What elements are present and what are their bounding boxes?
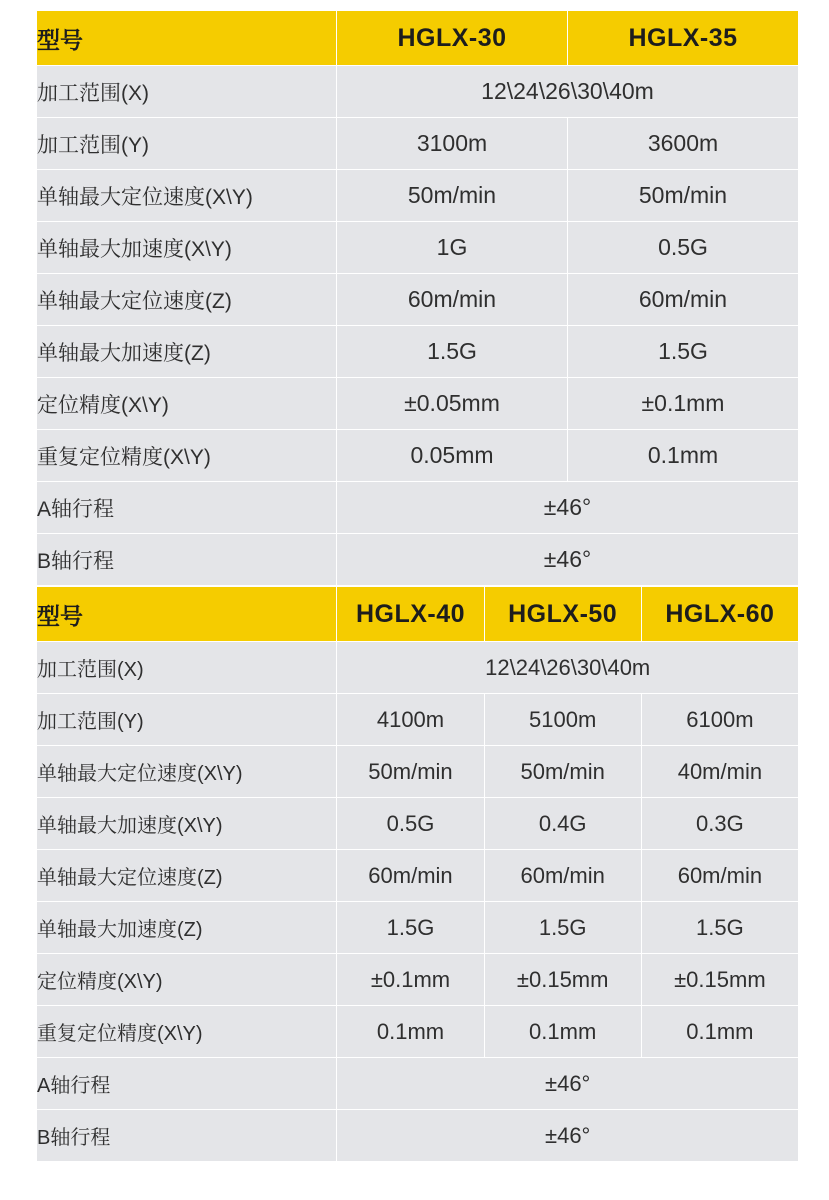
spec-row-value: 0.05mm (337, 430, 568, 482)
spec-row-label: 单轴最大定位速度(X\Y) (37, 170, 337, 222)
spec-row-value: ±46° (337, 1058, 799, 1110)
spec-table-1-body (37, 11, 799, 586)
spec-row-value: ±46° (337, 534, 799, 586)
spec-row-value: ±0.1mm (568, 378, 799, 430)
spec-row-label: 加工范围(Y) (37, 694, 337, 746)
spec-row-value: 60m/min (337, 850, 484, 902)
spec-header-model: HGLX-60 (641, 587, 798, 642)
spec-row-label: 定位精度(X\Y) (37, 378, 337, 430)
spec-row-label: A轴行程 (37, 1058, 337, 1110)
spec-row-value: 1G (337, 222, 568, 274)
spec-row-label: 单轴最大定位速度(Z) (37, 850, 337, 902)
spec-header-model: HGLX-35 (568, 11, 799, 66)
spec-row-value: 40m/min (641, 746, 798, 798)
spec-row-value: 50m/min (337, 170, 568, 222)
table-row (37, 118, 799, 170)
spec-row-value: 60m/min (484, 850, 641, 902)
spec-row-value: 1.5G (484, 902, 641, 954)
spec-row-label: 加工范围(X) (37, 642, 337, 694)
spec-row-value: ±46° (337, 482, 799, 534)
spec-row-label: B轴行程 (37, 534, 337, 586)
spec-row-value: 60m/min (337, 274, 568, 326)
spec-header-model: HGLX-30 (337, 11, 568, 66)
spec-row-value: ±0.15mm (484, 954, 641, 1006)
spec-row-label: 单轴最大定位速度(X\Y) (37, 746, 337, 798)
spec-row-value: 0.5G (568, 222, 799, 274)
spec-header-label: 型号 (37, 11, 337, 66)
spec-row-label: 单轴最大加速度(X\Y) (37, 798, 337, 850)
table-row (37, 66, 799, 118)
spec-row-value: 0.5G (337, 798, 484, 850)
table-row (37, 326, 799, 378)
spec-row-label: 单轴最大定位速度(Z) (37, 274, 337, 326)
spec-row-label: 单轴最大加速度(Z) (37, 902, 337, 954)
spec-row-value: 1.5G (337, 902, 484, 954)
table-row (37, 902, 799, 954)
spec-row-value: 12\24\26\30\40m (337, 66, 799, 118)
spec-table-header-row (37, 587, 799, 642)
table-row (37, 170, 799, 222)
spec-row-label: 单轴最大加速度(X\Y) (37, 222, 337, 274)
spec-row-value: ±46° (337, 1110, 799, 1162)
spec-row-value: 1.5G (641, 902, 798, 954)
table-row (37, 694, 799, 746)
spec-row-label: B轴行程 (37, 1110, 337, 1162)
spec-row-value: 5100m (484, 694, 641, 746)
table-row (37, 274, 799, 326)
spec-row-value: 60m/min (568, 274, 799, 326)
spec-row-label: A轴行程 (37, 482, 337, 534)
spec-row-value: 0.4G (484, 798, 641, 850)
spec-row-label: 重复定位精度(X\Y) (37, 430, 337, 482)
spec-row-value: 0.1mm (484, 1006, 641, 1058)
table-row (37, 954, 799, 1006)
table-row (37, 798, 799, 850)
spec-header-label: 型号 (37, 587, 337, 642)
table-row (37, 642, 799, 694)
spec-row-label: 定位精度(X\Y) (37, 954, 337, 1006)
spec-row-value: 50m/min (337, 746, 484, 798)
spec-table-header-row (37, 11, 799, 66)
spec-table-1 (36, 10, 799, 586)
table-row (37, 222, 799, 274)
spec-row-value: ±0.15mm (641, 954, 798, 1006)
table-row (37, 430, 799, 482)
spec-table-2 (36, 586, 799, 1162)
spec-header-model: HGLX-50 (484, 587, 641, 642)
spec-row-value: 12\24\26\30\40m (337, 642, 799, 694)
spec-row-value: 6100m (641, 694, 798, 746)
spec-row-value: 3600m (568, 118, 799, 170)
table-row (37, 482, 799, 534)
spec-row-value: 1.5G (337, 326, 568, 378)
spec-row-value: 4100m (337, 694, 484, 746)
spec-row-label: 加工范围(Y) (37, 118, 337, 170)
spec-row-value: 0.1mm (641, 1006, 798, 1058)
spec-row-value: 0.1mm (568, 430, 799, 482)
spec-row-value: ±0.05mm (337, 378, 568, 430)
table-row (37, 378, 799, 430)
spec-row-value: ±0.1mm (337, 954, 484, 1006)
table-row (37, 1006, 799, 1058)
spec-row-value: 50m/min (568, 170, 799, 222)
table-row (37, 1110, 799, 1162)
spec-row-label: 重复定位精度(X\Y) (37, 1006, 337, 1058)
table-row (37, 746, 799, 798)
spec-row-value: 60m/min (641, 850, 798, 902)
spec-row-value: 3100m (337, 118, 568, 170)
spec-row-value: 0.3G (641, 798, 798, 850)
table-row (37, 1058, 799, 1110)
spec-row-value: 1.5G (568, 326, 799, 378)
spec-row-value: 50m/min (484, 746, 641, 798)
spec-row-label: 单轴最大加速度(Z) (37, 326, 337, 378)
table-row (37, 850, 799, 902)
spec-row-value: 0.1mm (337, 1006, 484, 1058)
spec-row-label: 加工范围(X) (37, 66, 337, 118)
spec-table-2-body (37, 587, 799, 1162)
table-row (37, 534, 799, 586)
spec-header-model: HGLX-40 (337, 587, 484, 642)
